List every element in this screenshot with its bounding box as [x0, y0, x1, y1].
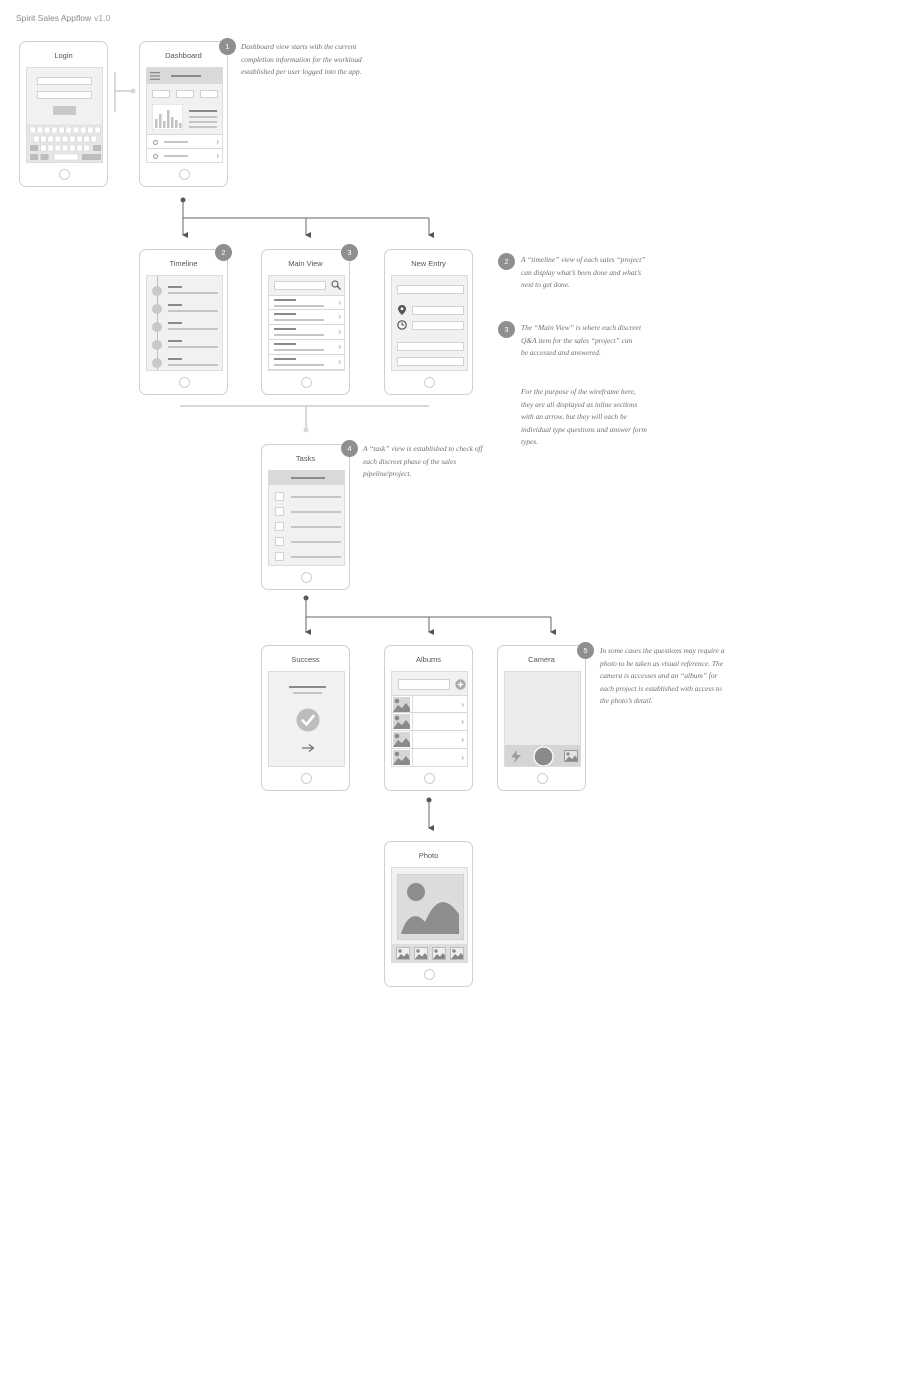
dashboard-list — [147, 134, 223, 163]
image-icon[interactable] — [414, 947, 428, 960]
new-entry-screen-body — [391, 275, 468, 371]
arrow-right-icon[interactable] — [301, 743, 315, 753]
chevron-right-icon: › — [338, 298, 341, 307]
step-badge: 3 — [498, 321, 515, 338]
camera-screen-body — [504, 671, 581, 767]
home-button[interactable] — [301, 572, 312, 583]
home-button[interactable] — [179, 169, 190, 180]
annotation-note: In some cases the questions may require a photo to be taken as visual reference. The camera is accesses and an “album” for each project is established with access to the photo’s detail. — [600, 646, 725, 705]
annotation-note: A “timeline” view of each sales “project” can display what’s been done and what’s next to get done. — [521, 255, 646, 289]
stat-box — [176, 90, 194, 98]
title-text: Spirit Sales Appflow — [16, 13, 92, 23]
main-view-screen — [261, 249, 350, 395]
photo-screen — [384, 841, 473, 987]
entry-field[interactable] — [397, 342, 464, 351]
list-item[interactable] — [269, 355, 345, 370]
image-icon[interactable] — [396, 947, 410, 960]
chevron-right-icon: › — [461, 735, 464, 744]
image-icon — [393, 697, 410, 712]
album-item[interactable] — [392, 731, 468, 749]
screen-label: Tasks — [295, 454, 316, 463]
timeline-node — [152, 340, 162, 350]
image-icon — [393, 714, 410, 729]
list-item[interactable] — [147, 134, 223, 149]
list-item[interactable] — [269, 340, 345, 355]
version-text: v1.0 — [94, 13, 111, 23]
screen-label: New Entry — [411, 259, 446, 268]
summary-line — [189, 116, 217, 118]
chevron-right-icon: › — [216, 137, 219, 146]
annotation-note: A “task” view is established to check off each discreet phase of the sales pipeline/project. — [363, 444, 483, 478]
checkmark-icon — [296, 708, 320, 732]
chevron-right-icon: › — [338, 342, 341, 351]
step-badge: 1 — [219, 38, 236, 55]
location-pin-icon — [398, 305, 406, 315]
image-icon — [393, 732, 410, 747]
timeline-node — [152, 304, 162, 314]
time-field[interactable] — [412, 321, 464, 330]
tasks-screen — [261, 444, 350, 590]
list-item[interactable] — [269, 310, 345, 325]
list-item[interactable] — [269, 295, 345, 310]
new-entry-screen — [384, 249, 473, 395]
chevron-right-icon: › — [338, 357, 341, 366]
album-item[interactable] — [392, 695, 468, 713]
login-button[interactable] — [53, 106, 76, 115]
task-checkbox[interactable] — [275, 537, 284, 546]
search-input[interactable] — [274, 281, 326, 290]
task-checkbox[interactable] — [275, 507, 284, 516]
step-badge: 4 — [341, 440, 358, 457]
timeline-node — [152, 286, 162, 296]
keyboard[interactable] — [27, 124, 103, 163]
tasks-header-placeholder — [291, 477, 325, 479]
summary-line — [189, 126, 217, 128]
home-button[interactable] — [424, 377, 435, 388]
screen-label: Timeline — [169, 259, 198, 268]
image-icon[interactable] — [432, 947, 446, 960]
bar-chart-icon — [152, 104, 183, 130]
image-icon[interactable] — [564, 750, 578, 762]
password-field[interactable] — [37, 91, 92, 99]
entry-field[interactable] — [397, 285, 464, 294]
success-screen-body — [268, 671, 345, 767]
flash-icon[interactable] — [511, 750, 521, 763]
screen-label: Albums — [415, 655, 441, 664]
photo-screen-body — [391, 867, 468, 963]
login-screen-body — [26, 67, 103, 163]
list-item[interactable] — [269, 325, 345, 340]
screen-label: Dashboard — [165, 51, 202, 60]
task-checkbox[interactable] — [275, 522, 284, 531]
image-icon[interactable] — [450, 947, 464, 960]
camera-screen — [497, 645, 586, 791]
home-button[interactable] — [59, 169, 70, 180]
task-checkbox[interactable] — [275, 492, 284, 501]
chevron-right-icon: › — [338, 312, 341, 321]
image-icon — [393, 750, 410, 765]
chevron-right-icon: › — [338, 327, 341, 336]
annotation-note: Dashboard view starts with the current completion information for the workload established per user logged into the app. — [241, 42, 362, 76]
chevron-right-icon: › — [216, 151, 219, 160]
photo-preview — [397, 874, 464, 940]
chevron-right-icon: › — [461, 753, 464, 762]
album-name-input[interactable] — [398, 679, 450, 690]
chevron-right-icon: › — [461, 717, 464, 726]
tasks-screen-body — [268, 470, 345, 566]
timeline-screen — [139, 249, 228, 395]
summary-line — [189, 121, 217, 123]
stat-box — [152, 90, 170, 98]
timeline-screen-body — [146, 275, 223, 371]
nav-title-placeholder — [171, 75, 201, 77]
stat-box — [200, 90, 218, 98]
step-badge: 2 — [215, 244, 232, 261]
login-screen — [19, 41, 108, 187]
hamburger-icon[interactable] — [150, 72, 160, 80]
username-field[interactable] — [37, 77, 92, 85]
dashboard-screen — [139, 41, 228, 187]
albums-screen — [384, 645, 473, 791]
entry-field[interactable] — [397, 357, 464, 366]
dashboard-screen-body — [146, 67, 223, 163]
album-item[interactable] — [392, 713, 468, 731]
camera-viewfinder — [505, 672, 581, 745]
main-view-screen-body — [268, 275, 345, 371]
step-badge: 5 — [577, 642, 594, 659]
screen-label: Main View — [288, 259, 323, 268]
home-button[interactable] — [179, 377, 190, 388]
search-icon[interactable] — [331, 280, 341, 290]
task-checkbox[interactable] — [275, 552, 284, 561]
timeline-node — [152, 358, 162, 368]
home-button[interactable] — [424, 969, 435, 980]
chevron-right-icon: › — [461, 700, 464, 709]
plus-icon[interactable] — [455, 679, 466, 690]
screen-label: Photo — [418, 851, 439, 860]
annotation-note: For the purpose of the wireframe here, they are all displayed as inline sections with an arrow, but they will each be individual type questions and answer form types. — [521, 387, 647, 446]
clock-icon — [397, 320, 407, 330]
list-item[interactable] — [147, 149, 223, 163]
screen-label: Success — [291, 655, 320, 664]
home-button[interactable] — [301, 773, 312, 784]
albums-screen-body — [391, 671, 468, 767]
location-field[interactable] — [412, 306, 464, 315]
home-button[interactable] — [301, 377, 312, 388]
success-screen — [261, 645, 350, 791]
summary-line — [189, 110, 217, 112]
shutter-icon[interactable] — [533, 746, 554, 767]
timeline-node — [152, 322, 162, 332]
screen-label: Login — [54, 51, 73, 60]
home-button[interactable] — [537, 773, 548, 784]
screen-label: Camera — [528, 655, 555, 664]
home-button[interactable] — [424, 773, 435, 784]
album-item[interactable] — [392, 749, 468, 767]
thumbnail-strip — [392, 944, 468, 963]
step-badge: 2 — [498, 253, 515, 270]
step-badge: 3 — [341, 244, 358, 261]
annotation-note: The “Main View” is where each discreet Q&A item for the sales “project” can be accessed and answered. — [521, 323, 642, 357]
